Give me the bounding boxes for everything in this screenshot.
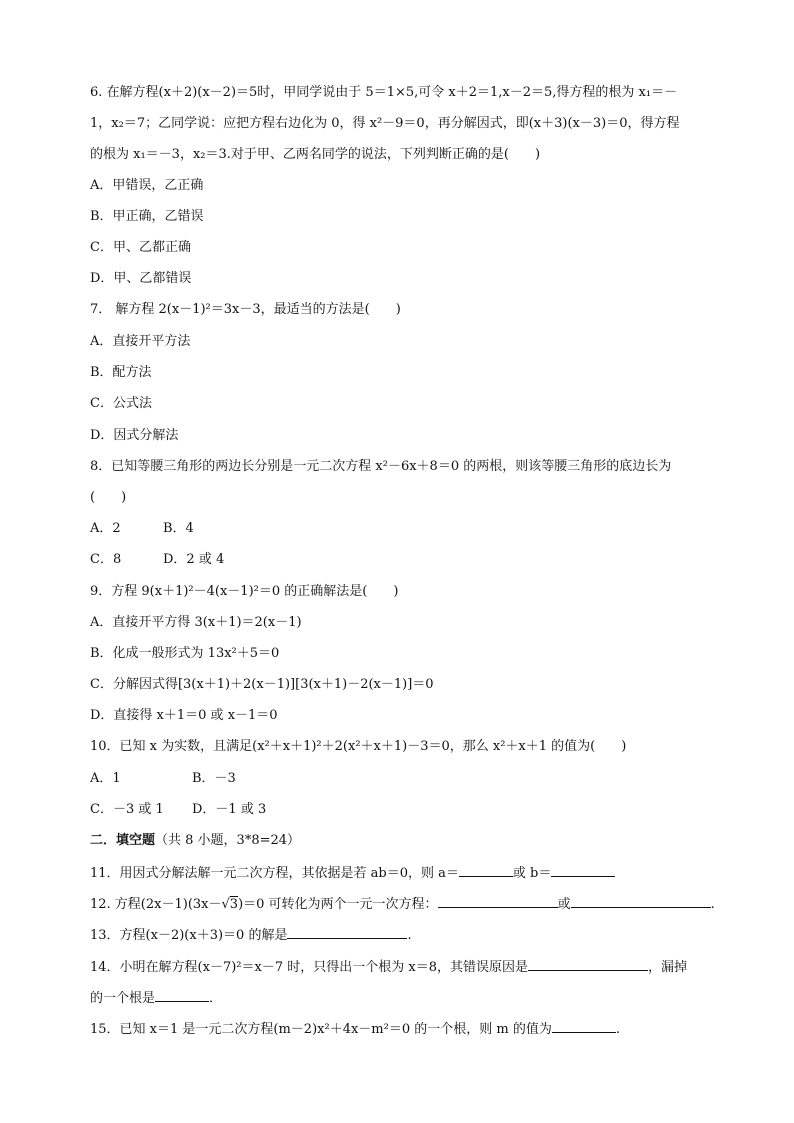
q12-blank-2[interactable] (571, 894, 711, 908)
q6-option-d: D．甲、乙都错误 (90, 271, 192, 286)
q15-line (90, 1019, 706, 1039)
q6-line-3: 的根为 x₁＝－3，x₂＝3.对于甲、乙两名同学的说法，下列判断正确的是( ) (90, 147, 541, 162)
q12-text-mid: 或 (557, 897, 571, 912)
q11-text-mid: 或 b＝ (512, 866, 552, 881)
q15-text: 15．已知 x＝1 是一元二次方程(m－2)x²＋4x－m²＝0 的一个根，则 m 的值为 (90, 1022, 552, 1037)
q11-blank-a[interactable] (459, 863, 513, 877)
q9-option-a: A．直接开平方得 3(x＋1)＝2(x－1) (90, 615, 302, 630)
q12-text: 12. 方程(2x－1)(3x－ (90, 897, 222, 912)
q14-blank-reason[interactable] (528, 957, 648, 971)
q8-line-2: ( ) (90, 490, 127, 505)
q13-blank[interactable] (287, 925, 407, 939)
q13-line (90, 925, 706, 945)
q9-option-d: D．直接得 x＋1＝0 或 x－1＝0 (90, 708, 278, 723)
q6-option-c: C．甲、乙都正确 (90, 240, 191, 255)
q14-text-line2: 的一个根是 (90, 991, 156, 1006)
q10-option-d: D．－1 或 3 (192, 802, 267, 817)
q8-option-d: D．2 或 4 (163, 552, 225, 567)
q6-option-a: A．甲错误，乙正确 (90, 178, 204, 193)
q10-option-a: A．1 (90, 771, 121, 786)
q7-option-c: C．公式法 (90, 396, 152, 411)
q14-text: 14．小明在解方程(x－7)²＝x－7 时，只得出一个根为 x＝8，其错误原因是 (90, 960, 528, 975)
q8-option-a: A．2 (90, 521, 121, 536)
q7-option-a: A．直接开平方法 (90, 334, 191, 349)
q8-option-b: B．4 (163, 521, 194, 536)
q8-line-1: 8．已知等腰三角形的两边长分别是一元二次方程 x²－6x＋8＝0 的两根，则该等腰三角形的底边长为 (90, 459, 672, 474)
q14-line-2 (90, 988, 706, 1008)
q14-text-mid: ，漏掉 (647, 960, 687, 975)
q14-text-end: ． (209, 991, 223, 1006)
q8-option-c: C．8 (90, 552, 122, 567)
q11-line (90, 863, 706, 883)
q6-option-b: B．甲正确，乙错误 (90, 209, 204, 224)
q6-line-1: 6. 在解方程(x＋2)(x－2)＝5时，甲同学说由于 5＝1×5,可令 x＋2＝1,x－2＝5,得方程的根为 x₁＝－ (90, 85, 678, 100)
q9-stem: 9．方程 9(x＋1)²－4(x－1)²＝0 的正确解法是( ) (90, 584, 399, 599)
q12-radical: 3 (229, 897, 239, 912)
q12-text-end: . (710, 897, 715, 912)
sqrt-symbol: √ (221, 897, 230, 912)
section-title: 二．填空题 (90, 833, 156, 848)
q6-line-2: 1，x₂＝7；乙同学说：应把方程右边化为 0，得 x²－9＝0，再分解因式，即(x＋3)(x－3)＝0，得方程 (90, 116, 680, 131)
q7-stem: 7． 解方程 2(x－1)²＝3x－3，最适当的方法是( ) (90, 302, 401, 317)
section-heading (90, 832, 706, 850)
q14-line-1 (90, 957, 706, 977)
q11-text: 11．用因式分解法解一元二次方程，其依据是若 ab＝0，则 a＝ (90, 866, 459, 881)
q13-text: 13．方程(x－2)(x＋3)＝0 的解是 (90, 928, 288, 943)
q15-text-end: . (615, 1022, 620, 1037)
q7-option-b: B．配方法 (90, 365, 152, 380)
q10-option-c: C．－3 或 1 (90, 802, 164, 817)
q12-blank-1[interactable] (438, 894, 558, 908)
q15-blank[interactable] (552, 1019, 616, 1033)
q7-option-d: D．因式分解法 (90, 428, 179, 443)
section-note: （共 8 小题，3*8=24） (155, 833, 301, 848)
q12-line (90, 894, 715, 914)
q9-option-b: B．化成一般形式为 13x²＋5＝0 (90, 646, 280, 661)
q14-blank-root[interactable] (155, 988, 209, 1002)
q9-option-c: C．分解因式得[3(x＋1)＋2(x－1)][3(x＋1)－2(x－1)]＝0 (90, 677, 434, 692)
q10-stem: 10．已知 x 为实数，且满足(x²＋x＋1)²＋2(x²＋x＋1)－3＝0，那么 x²＋x＋1 的值为( ) (90, 739, 627, 754)
q13-text-end: . (407, 928, 412, 943)
q10-option-b: B．－3 (192, 771, 236, 786)
q11-blank-b[interactable] (551, 863, 615, 877)
q12-text-post: )＝0 可转化为两个一元一次方程： (238, 897, 438, 912)
